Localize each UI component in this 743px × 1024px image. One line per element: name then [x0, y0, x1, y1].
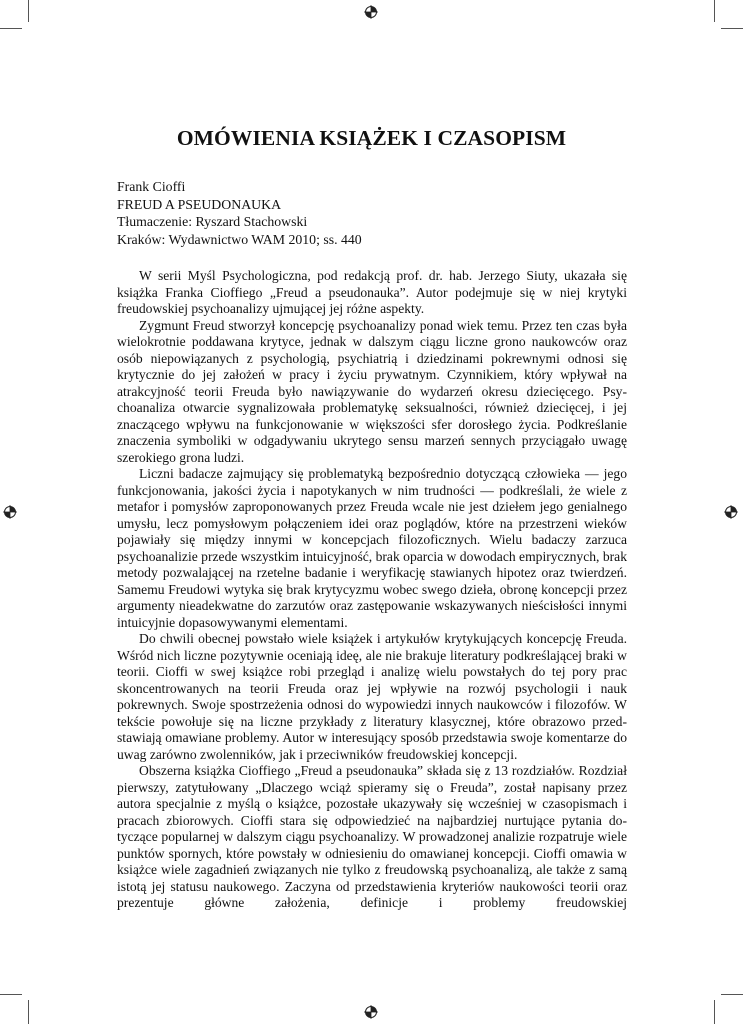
- registration-mark-top: [364, 5, 378, 19]
- registration-mark-right: [724, 505, 738, 519]
- crop-mark-top-left-v: [28, 0, 29, 22]
- book-title: FREUD A PSEUDONAUKA: [117, 196, 282, 212]
- registration-mark-left: [3, 505, 17, 519]
- section-title: OMÓWIENIA KSIĄŻEK I CZASOPISM: [176, 126, 567, 150]
- paragraph: Zygmunt Freud stworzył koncepcję psychoanalizy ponad wiek temu. Przez ten czas była wielokrotnie poddawana krytyce, jednak w dalszym ciągu liczne grono naukowców oraz osób niepowiązanych z psychologią, psychiatrią i dziedzinami pokrewnymi odnosi się krytycznie do jej założeń w pracy i życiu prywatnym. Czynnikiem, który wpływał na atrakcyjność teorii Freuda było nawiązywanie do wydarzeń okresu dziecięcego. Psychoanaliza otwarcie sygnalizowała problematykę seksualności, również dziecięcej, i jej znaczącego wpływu na funkcjonowanie w większości sfer dorosłego życia. Podkreślanie znaczenia symboliki w odgadywaniu ukrytego sensu marzeń sennych przyciągało uwagę szerokiego grona ludzi.: [117, 317, 627, 465]
- book-author: Frank Cioffi: [117, 179, 186, 194]
- crop-mark-bottom-left-v: [28, 1000, 29, 1024]
- crop-mark-top-right-h: [721, 28, 743, 29]
- crop-mark-bottom-right-h: [721, 994, 743, 995]
- crop-mark-top-right-v: [714, 0, 715, 22]
- book-translator: Tłumaczenie: Ryszard Stachowski: [117, 214, 308, 230]
- paragraph: Liczni badacze zajmujący się problematyką bezpośrednio dotyczącą człowieka — jego funkcjonowania, jakości życia i napotykanych w nim trudności — podkreślali, że wiele z metafor i pomysłów zaproponowanych przez Freuda wcale nie jest dziełem jego genialnego umysłu, lecz pomysłowym połączeniem idei oraz poglądów, które na przestrzeni wieków pojawiały się między innymi w koncepcjach filozoficznych. Wielu badaczy zarzuca psychoanalizie przede wszystkim intuicyjność, brak oparcia w dowodach empirycznych, brak metody pozwalającej na rzetelne badanie i weryfikację stawianych hipotez oraz twierdzeń. Samemu Freudowi wytyka się brak krytycyzmu wobec swego dzieła, obronę koncepcji przez argumenty nieadekwatne do zarzutów oraz zastępowanie wskazywanych nieścisłości innymi intuicyjnie dopasowywanymi elementami.: [117, 466, 627, 630]
- registration-mark-bottom: [364, 1005, 378, 1019]
- crop-mark-top-left-h: [0, 28, 22, 29]
- crop-mark-bottom-right-v: [714, 1000, 715, 1024]
- paragraph: Obszerna książka Cioffiego „Freud a pseudonauka” składa się z 13 rozdziałów. Rozdział pierwszy, zatytułowany „Dlaczego wciąż spieramy się o Freuda”, został napisany przez autora specjalnie z myślą o książce, pozostałe ukazywały się wcześniej w czasopismach i pracach zbiorowych. Cioffi stara się odpowiedzieć na najbardziej nurtujące pytania dotyczące popularnej w dalszym ciągu psychoanalizy. W prowadzonej analizie rozpatruje wiele punktów spornych, które powstały w odniesieniu do omawianej koncepcji. Cioffi omawia w książce wiele zagadnień związanych nie tylko z freudowską psychoanalizą, ale także z samą istotą jej statusu naukowego. Zaczyna od przedstawienia kryteriów naukowości teorii oraz prezentuje główne założenia, definicje i problemy freudowskiej: [117, 763, 627, 910]
- crop-mark-bottom-left-h: [0, 994, 22, 995]
- book-metadata: [117, 178, 362, 248]
- book-publication: Kraków: Wydawnictwo WAM 2010; ss. 440: [117, 231, 362, 247]
- paragraph: Do chwili obecnej powstało wiele książek i artykułów krytykujących koncepcję Freuda. Wśród nich liczne pozytywnie oceniają ideę, ale nie brakuje literatury podkreślającej braki w teorii. Cioffi w swej książce robi przegląd i analizę wielu powstałych do tej pory prac skoncentrowanych na teorii Freuda oraz jej wpływie na rozwój psychologii i nauk pokrewnych. Swoje spostrzeżenia odnosi do wypowiedzi innych naukowców i filozofów. W tekście powołuje się na liczne przykłady z literatury klasycznej, które obrazowo przedstawiają omawiane problemy. Autor w interesujący sposób przedstawia swoje komentarze do uwag zarówno zwolenników, jak i przeciwników freudowskiej koncepcji.: [117, 631, 627, 762]
- paragraph: W serii Myśl Psychologiczna, pod redakcją prof. dr. hab. Jerzego Siuty, ukazała się książka Franka Cioffiego „Freud a pseudonauka”. Autor podejmuje się w niej krytyki freudowskiej psychoanalizy ujmującej jej różne aspekty.: [117, 268, 627, 316]
- review-body: [117, 268, 627, 912]
